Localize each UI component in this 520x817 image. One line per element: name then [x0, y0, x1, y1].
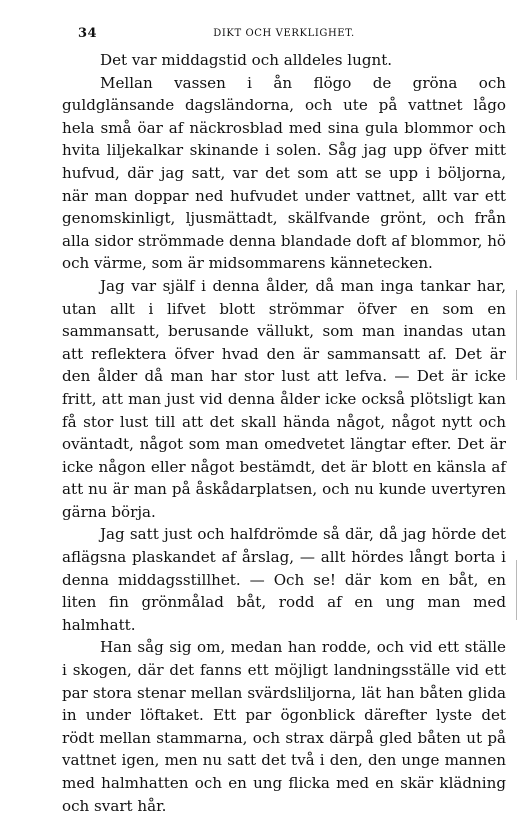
paragraph-1: Det var middagstid och alldeles lugnt. — [100, 51, 393, 69]
page-body — [62, 49, 506, 817]
paragraph-2: Mellan vassen i ån flögo de gröna och guldglänsande dagsländorna, och ute på vattnet lågo hela små öar af näckrosblad med sina gula blommor och hvita liljekalkar skinande i solen. Såg jag upp öfver mitt hufvud, där jag satt, var det som att se upp i böljorna, när man doppar ned hufvudet under vattnet, allt var ett genomskinligt, ljusmättadt, skälfvande grönt, och från alla sidor strömmade denna blandade doft af blommor, hö och värme, som är midsommarens kännetecken. — [62, 73, 506, 273]
page-edge-mark — [516, 560, 517, 620]
running-head: DIKT OCH VERKLIGHET. — [213, 28, 355, 39]
page-header — [62, 26, 506, 40]
page-number: 34 — [78, 26, 98, 41]
paragraph-5: Han såg sig om, medan han rodde, och vid ett ställe i skogen, där det fanns ett möjligt landningsställe vid ett par stora stenar mellan svärdsliljorna, lät han båten glida in under löftaket. Ett par ögonblick därefter lyste det rödt mellan stammarna, och strax därpå gled båten ut på vattnet igen, men nu satt det två i den, den unge mannen med halmhatten och en ung flicka med en skär klädning och svart hår. — [62, 638, 506, 815]
paragraph-3: Jag var själf i denna ålder, då man inga tankar har, utan allt i lifvet blott strömmar öfver en som en sammansatt, berusande vällukt, som man inandas utan att reflektera öfver hvad den är sammansatt af. Det är den ålder då man har stor lust att lefva. — Det är icke fritt, att man just vid denna ålder icke också plötsligt kan få stor lust till att det skall hända något, något nytt och oväntadt, något som man omedvetet längtar efter. Det är icke någon eller något bestämdt, det är blott en känsla af att nu är man på åskådarplatsen, och nu kunde uvertyren gärna börja. — [62, 276, 506, 521]
page-edge-mark — [516, 290, 517, 380]
paragraph-4: Jag satt just och halfdrömde så där, då jag hörde det aflägsna plaskandet af årslag, — allt hördes långt borta i denna middagsstillhet. — Och se! där kom en båt, en liten fin grönmålad båt, rodd af en ung man med halmhatt. — [62, 525, 506, 634]
